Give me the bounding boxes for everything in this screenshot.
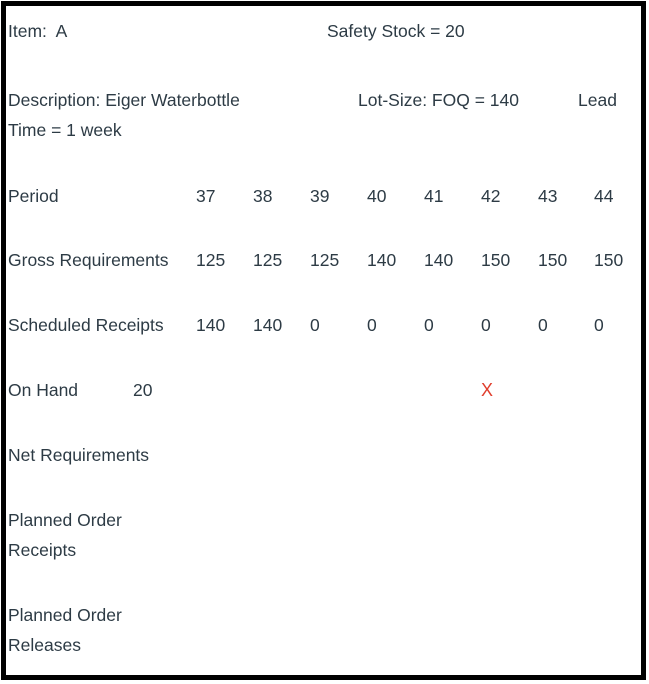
gross-requirements-cell: 150 [594,250,624,270]
gross-requirements-cell: 150 [481,250,511,270]
header-row-description-wrap [0,115,649,145]
table-row-planned-order-releases [0,600,649,630]
gross-requirements-row-label: Gross Requirements [8,250,169,270]
planned-order-receipts-label-line2: Receipts [8,540,77,560]
net-requirements-row-label: Net Requirements [8,445,150,465]
period-cell: 44 [594,186,614,206]
safety-stock-label: Safety Stock = 20 [327,21,465,41]
period-cell: 39 [310,186,330,206]
scheduled-receipts-cell: 0 [367,315,377,335]
scheduled-receipts-cell: 0 [424,315,434,335]
lead-time-label-line2: Time = 1 week [8,120,122,140]
scheduled-receipts-cell: 0 [594,315,604,335]
scheduled-receipts-cell: 140 [253,315,283,335]
table-row-scheduled-receipts [0,310,649,340]
period-cell: 37 [196,186,216,206]
item-label: Item: A [8,21,68,41]
gross-requirements-cell: 125 [310,250,340,270]
period-cell: 43 [538,186,558,206]
planned-order-releases-label-line2: Releases [8,635,81,655]
on-hand-initial-value: 20 [133,380,153,400]
period-cell: 41 [424,186,444,206]
table-row-planned-order-receipts [0,505,649,535]
gross-requirements-cell: 125 [253,250,283,270]
gross-requirements-cell: 140 [367,250,397,270]
on-hand-row-label: On Hand [8,380,79,400]
stockout-x-marker: X [481,380,494,400]
header-row-item [0,16,649,46]
period-cell: 38 [253,186,273,206]
planned-order-releases-label-line1: Planned Order [8,605,122,625]
description-label: Description: Eiger Waterbottle [8,90,240,110]
header-row-description [0,85,649,115]
lead-time-label-line1: Lead [578,90,617,110]
table-row-gross-requirements [0,245,649,275]
table-row-planned-order-releases-wrap [0,630,649,660]
table-row-net-requirements [0,440,649,470]
scheduled-receipts-row-label: Scheduled Receipts [8,315,164,335]
table-row-planned-order-receipts-wrap [0,535,649,565]
scheduled-receipts-cell: 0 [538,315,548,335]
table-row-period [0,181,649,211]
period-cell: 42 [481,186,501,206]
period-cell: 40 [367,186,387,206]
table-row-on-hand [0,375,649,405]
planned-order-receipts-label-line1: Planned Order [8,510,122,530]
gross-requirements-cell: 140 [424,250,454,270]
gross-requirements-cell: 150 [538,250,568,270]
scheduled-receipts-cell: 0 [310,315,320,335]
gross-requirements-cell: 125 [196,250,226,270]
lot-size-label: Lot-Size: FOQ = 140 [358,90,519,110]
scheduled-receipts-cell: 140 [196,315,226,335]
scheduled-receipts-cell: 0 [481,315,491,335]
period-row-label: Period [8,186,59,206]
